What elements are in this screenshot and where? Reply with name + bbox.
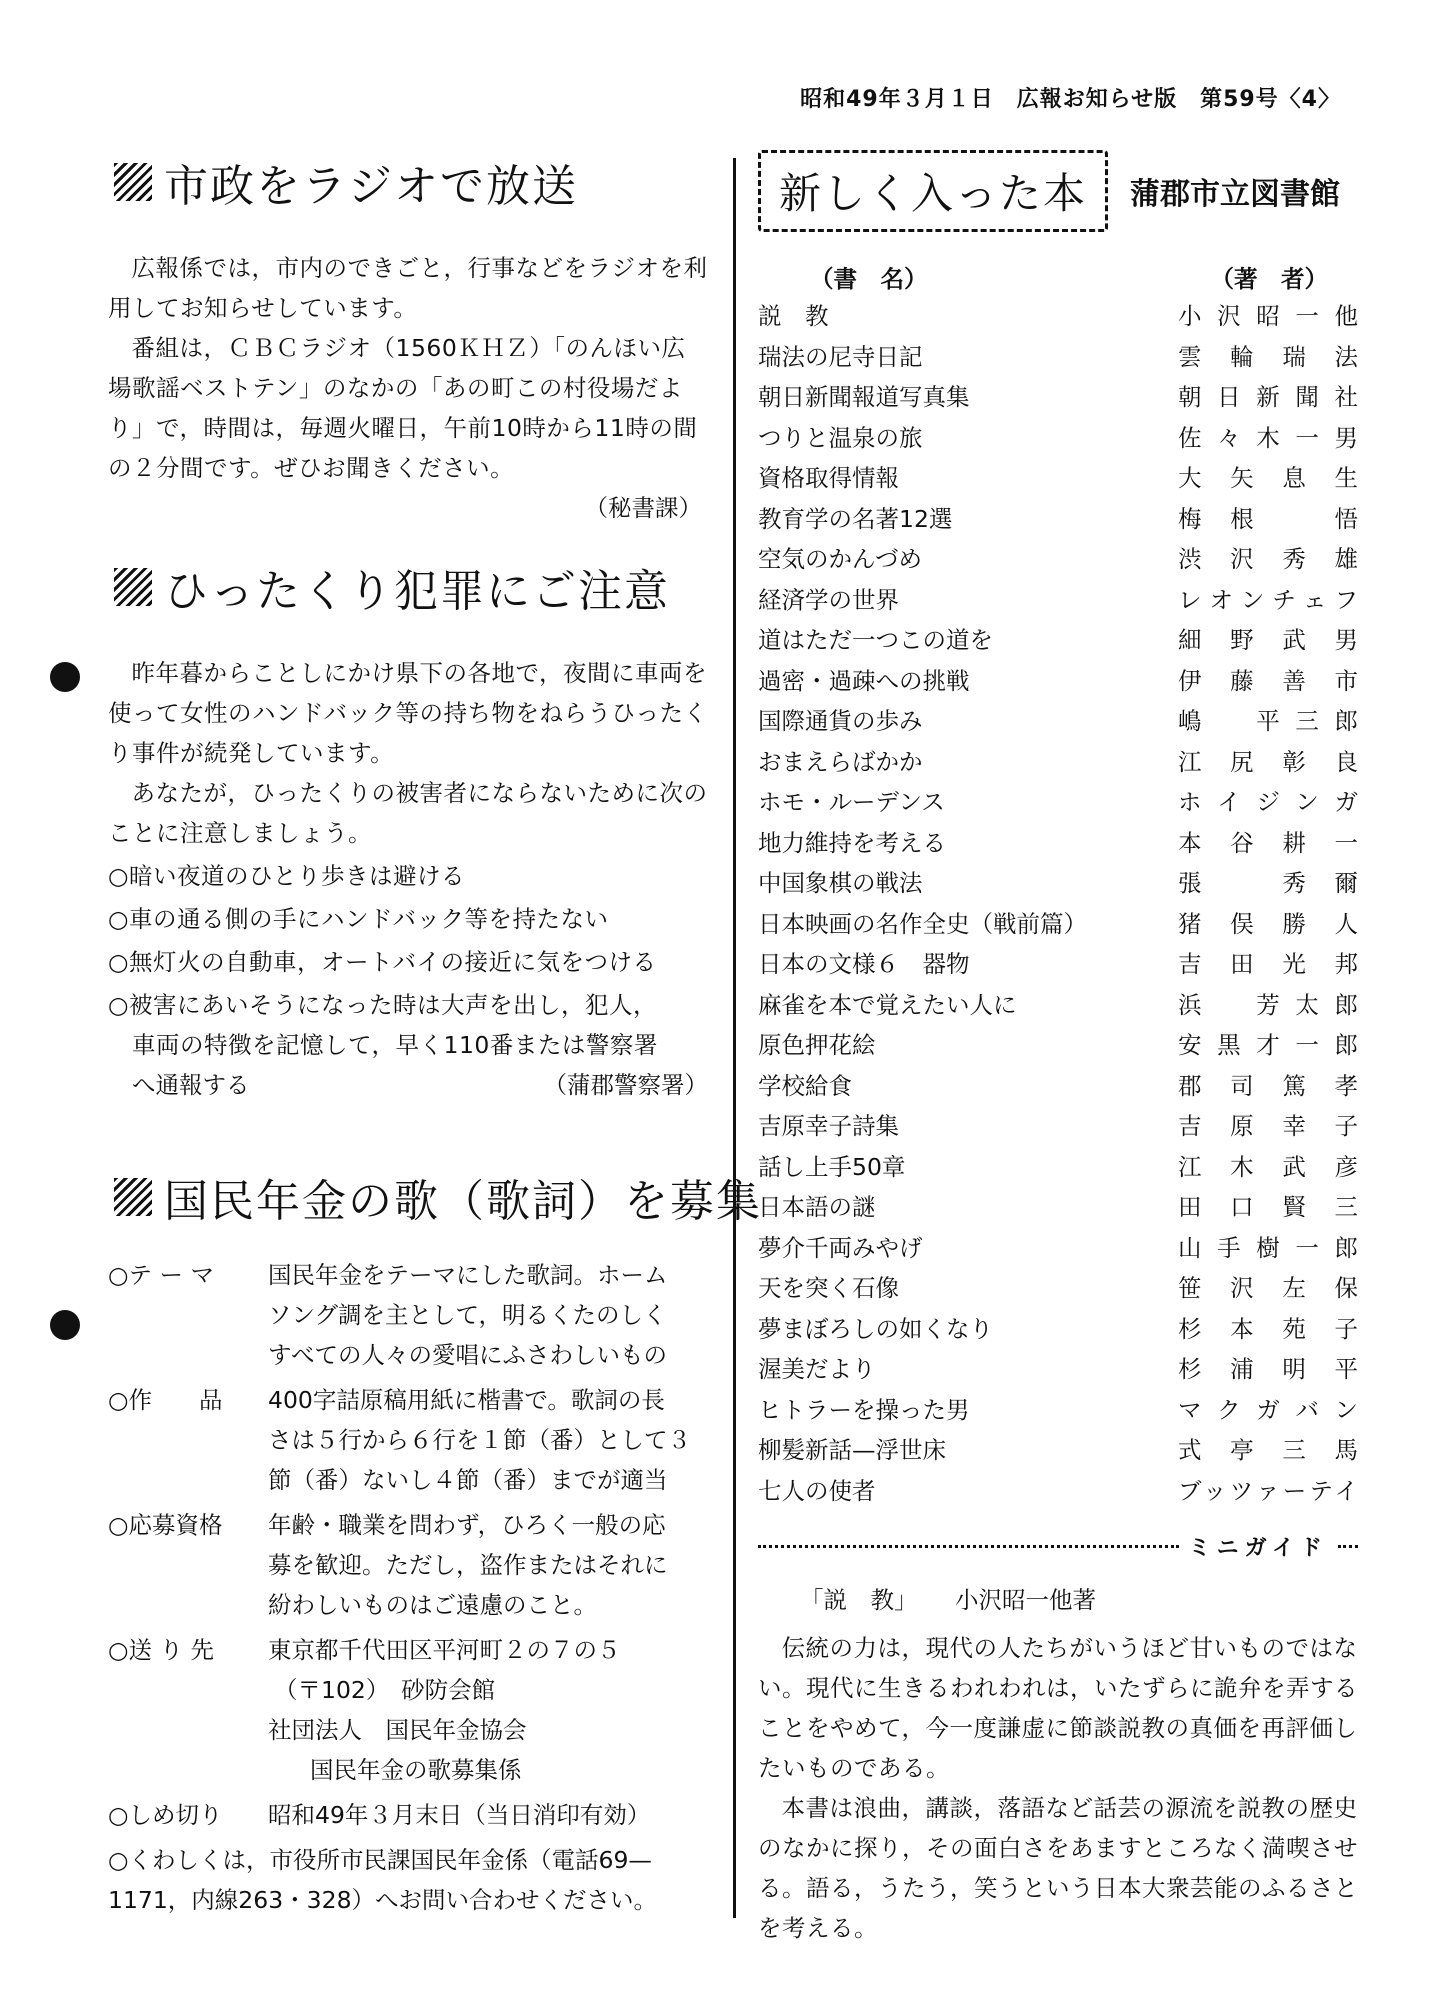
book-author: レオンチェフ	[1178, 585, 1358, 614]
book-row	[758, 1309, 1358, 1350]
pension-send-label: ○送 り 先	[108, 1636, 214, 1664]
book-row	[758, 1228, 1358, 1269]
pension-work-label: ○作 品	[108, 1386, 223, 1414]
pension-deadline-text: 昭和49年３月末日（当日消印有効）	[268, 1801, 651, 1829]
pension-work-line: 400字詰原稿用紙に楷書で。歌詞の長	[268, 1386, 665, 1414]
book-row	[758, 1147, 1358, 1188]
crime-bullet: ○車の通る側の手にハンドバック等を持たない	[108, 905, 609, 933]
pension-section	[108, 1165, 762, 1920]
book-title: 道はただ一つこの道を	[758, 626, 993, 654]
crime-section	[108, 555, 708, 1105]
mini-guide-reference	[758, 1580, 1358, 1620]
hatch-mark-icon	[114, 1178, 152, 1216]
book-author: 張 秀爾	[1178, 869, 1358, 897]
book-row	[758, 1268, 1358, 1309]
book-title: 夢まぼろしの如くなり	[758, 1314, 993, 1343]
pension-send-line: （〒102） 砂防会館	[274, 1676, 496, 1704]
book-author: 渋沢秀雄	[1178, 545, 1358, 573]
book-title: 過密・過疎への挑戦	[758, 666, 970, 695]
books-title: 新しく入った本	[758, 150, 1108, 232]
book-title: 話し上手50章	[758, 1152, 906, 1181]
book-row	[758, 377, 1358, 418]
crime-title-text: ひったくり犯罪にご注意	[164, 566, 670, 617]
book-row	[758, 701, 1358, 742]
pension-send-line: 国民年金の歌募集係	[310, 1756, 522, 1784]
right-column	[758, 150, 1358, 1948]
book-author: 嶋 平三郎	[1178, 707, 1358, 735]
pension-contact-line: 1171，内線263・328）へお問い合わせください。	[108, 1886, 658, 1914]
pension-send-row	[108, 1630, 708, 1790]
book-author: 山手樹一郎	[1178, 1233, 1358, 1262]
pension-work-line: 節（番）ないし４節（番）までが適当	[268, 1466, 668, 1494]
radio-paragraph: 広報係では，市内のできごと，行事などをラジオを利用してお知らせしています。	[108, 254, 708, 322]
book-author: 江尻彰良	[1178, 747, 1358, 776]
book-author: 猪俣勝人	[1178, 909, 1358, 938]
book-row	[758, 823, 1358, 864]
book-title: 国際通貨の歩み	[758, 707, 923, 735]
pension-send-line: 社団法人 国民年金協会	[268, 1716, 527, 1744]
radio-title-text: 市政をラジオで放送	[164, 161, 578, 212]
book-title: おまえらばかか	[758, 747, 923, 776]
book-author: 安黒才一郎	[1178, 1031, 1358, 1059]
pension-eligibility-line: 紛わしいものはご遠慮のこと。	[268, 1591, 597, 1619]
book-title: 渥美だより	[758, 1355, 876, 1383]
book-row	[758, 742, 1358, 783]
crime-bullet-end	[108, 1065, 708, 1105]
book-row	[758, 1430, 1358, 1471]
pension-eligibility-line: 年齢・職業を問わず，ひろく一般の応	[268, 1511, 666, 1539]
book-title: 日本映画の名作全史（戦前篇）	[758, 909, 1087, 938]
book-title: 瑞法の尼寺日記	[758, 342, 923, 371]
dotted-rule	[758, 1545, 1179, 1548]
book-author: 本谷耕一	[1178, 828, 1358, 857]
mini-guide-paragraph: 伝統の力は，現代の人たちがいうほど甘いものではない。現代に生きるわれわれは，いたずらに詭弁を弄することをやめて，今一度謙虚に節談説教の真価を再評価したいものである。	[758, 1634, 1358, 1782]
book-author: ホイジンガ	[1178, 788, 1358, 816]
pension-theme-line: ソング調を主として，明るくたのしく	[268, 1301, 667, 1329]
pension-theme-label: ○テ ー マ	[108, 1261, 214, 1289]
book-title: 夢介千両みやげ	[758, 1233, 923, 1262]
pension-send-line: 東京都千代田区平河町２の７の５	[268, 1636, 621, 1664]
crime-paragraph: あなたが，ひったくりの被害者にならないために次のことに注意しましょう。	[108, 779, 708, 847]
radio-paragraph: 番組は，ＣＢＣラジオ（1560ＫＨＺ）「のんほい広場歌謡ベストテン」のなかの「あの町この村役場だより」で，時間は，毎週火曜日，午前10時から11時の間の２分間です。ぜひお聞きください。	[108, 334, 698, 482]
mini-guide-header	[758, 1531, 1358, 1562]
book-title: 吉原幸子詩集	[758, 1112, 899, 1140]
book-author: 田口賢三	[1178, 1193, 1358, 1221]
book-title: 学校給食	[758, 1071, 852, 1100]
book-row	[758, 1025, 1358, 1066]
column-divider	[733, 158, 736, 1918]
book-author: 式亭三馬	[1178, 1436, 1358, 1464]
book-row	[758, 661, 1358, 702]
book-row	[758, 418, 1358, 459]
book-row	[758, 1187, 1358, 1228]
book-author: 梅根 悟	[1178, 504, 1358, 533]
pension-work-line: さは５行から６行を１節（番）として３	[268, 1426, 691, 1454]
book-author: 吉田光邦	[1178, 950, 1358, 978]
crime-bullet: ○無灯火の自動車，オートバイの接近に気をつける	[108, 948, 657, 976]
pension-contact-line: ○くわしくは，市役所市民課国民年金係（電話69—	[108, 1846, 652, 1874]
book-row	[758, 1066, 1358, 1107]
book-row	[758, 539, 1358, 580]
crime-title	[114, 555, 708, 619]
binding-hole-mark	[50, 662, 80, 692]
hatch-mark-icon	[114, 163, 152, 201]
book-title: 空気のかんづめ	[758, 545, 923, 573]
book-author: 浜 芳太郎	[1178, 990, 1358, 1019]
books-header	[758, 150, 1358, 232]
book-title: 中国象棋の戦法	[758, 869, 923, 897]
book-title: 日本語の謎	[758, 1193, 876, 1221]
book-row	[758, 458, 1358, 499]
book-author: 吉原幸子	[1178, 1112, 1358, 1140]
pension-deadline-label: ○しめ切り	[108, 1801, 223, 1829]
book-author: 佐々木一男	[1178, 423, 1358, 452]
book-row	[758, 782, 1358, 823]
book-title: ホモ・ルーデンス	[758, 788, 945, 816]
book-row	[758, 904, 1358, 945]
pension-eligibility-row	[108, 1505, 708, 1625]
book-author: 笹沢左保	[1178, 1274, 1358, 1302]
book-title: 資格取得情報	[758, 464, 899, 492]
book-author: ブッツァーテイ	[1178, 1476, 1358, 1505]
book-author: マクガバン	[1178, 1395, 1358, 1424]
book-row	[758, 944, 1358, 985]
book-row	[758, 337, 1358, 378]
pension-eligibility-line: 募を歓迎。ただし，盗作またはそれに	[268, 1551, 668, 1579]
book-row	[758, 499, 1358, 540]
mini-guide-label: ミニガイド	[1188, 1536, 1328, 1561]
book-author: 郡司篤孝	[1178, 1071, 1358, 1100]
book-row	[758, 1390, 1358, 1431]
book-title: 天を突く石像	[758, 1274, 899, 1302]
book-title: 地力維持を考える	[758, 828, 946, 857]
book-row	[758, 580, 1358, 621]
mini-guide-paragraph: 本書は浪曲，講談，落語など話芸の源流を説教の歴史のなかに探り，その面白さをあますところなく満喫させる。語る，うたう，笑うという日本大衆芸能のふるさとを考える。	[758, 1794, 1358, 1942]
pension-title-text: 国民年金の歌（歌詞）を募集	[164, 1176, 762, 1227]
pension-title	[114, 1165, 762, 1229]
book-row	[758, 620, 1358, 661]
crime-bullet-cont: 車両の特徴を記憶して，早く110番または警察署	[132, 1031, 658, 1059]
books-head-author: （著 者）	[1210, 265, 1328, 293]
books-column-heads	[758, 260, 1358, 294]
book-author: 小沢昭一他	[1178, 302, 1358, 330]
pension-deadline-row	[108, 1795, 708, 1835]
book-title: つりと温泉の旅	[758, 423, 923, 452]
crime-paragraph: 昨年暮からことしにかけ県下の各地で，夜間に車両を使って女性のハンドバック等の持ち物をねらうひったくり事件が続発しています。	[108, 659, 708, 767]
book-author: 大矢息生	[1178, 464, 1358, 492]
book-author: 朝日新聞社	[1178, 383, 1358, 411]
book-author: 伊藤善市	[1178, 666, 1358, 695]
book-author: 雲輪瑞法	[1178, 342, 1358, 371]
mini-guide-ref-author: 小沢昭一他著	[954, 1586, 1096, 1614]
crime-bullet: ○暗い夜道のひとり歩きは避ける	[108, 862, 466, 890]
pension-theme-row	[108, 1255, 708, 1375]
book-title: 原色押花絵	[758, 1031, 876, 1059]
dotted-rule	[1338, 1545, 1358, 1548]
book-title: 朝日新聞報道写真集	[758, 383, 970, 411]
book-list	[758, 296, 1358, 1511]
book-author: 杉浦明平	[1178, 1355, 1358, 1383]
pension-theme-line: 国民年金をテーマにした歌詞。ホーム	[268, 1261, 668, 1289]
book-title: 説 教	[758, 302, 829, 330]
book-title: 麻雀を本で覚えたい人に	[758, 990, 1017, 1019]
crime-bullet-cont: へ通報する	[132, 1071, 250, 1099]
book-title: 教育学の名著12選	[758, 504, 953, 533]
book-author: 江木武彦	[1178, 1152, 1358, 1181]
radio-title	[114, 150, 708, 214]
hatch-mark-icon	[114, 568, 152, 606]
books-head-title: （書 名）	[810, 265, 928, 293]
books-library: 蒲郡市立図書館	[1130, 177, 1341, 212]
book-title: 柳髪新話—浮世床	[758, 1436, 946, 1464]
page-header: 昭和49年３月１日 広報お知らせ版 第59号〈4〉	[800, 87, 1341, 112]
book-row	[758, 1349, 1358, 1390]
book-author: 杉本苑子	[1178, 1314, 1358, 1343]
mini-guide-ref-title: 「説 教」	[800, 1586, 918, 1614]
book-title: 日本の文様６ 器物	[758, 950, 970, 978]
radio-signature: （秘書課）	[584, 494, 702, 522]
book-title: 経済学の世界	[758, 585, 899, 614]
crime-signature: （蒲郡警察署）	[543, 1071, 708, 1099]
pension-theme-line: すべての人々の愛唱にふさわしいもの	[268, 1341, 668, 1369]
book-title: 七人の使者	[758, 1476, 876, 1505]
radio-section	[108, 150, 708, 528]
book-row	[758, 1471, 1358, 1512]
book-title: ヒトラーを操った男	[758, 1395, 970, 1424]
book-author: 細野武男	[1178, 626, 1358, 654]
book-row	[758, 1106, 1358, 1147]
book-row	[758, 985, 1358, 1026]
book-row	[758, 863, 1358, 904]
pension-work-row	[108, 1380, 708, 1500]
binding-hole-mark	[50, 1310, 80, 1340]
crime-bullet: ○被害にあいそうになった時は大声を出し，犯人，	[108, 991, 658, 1019]
pension-eligibility-label: ○応募資格	[108, 1511, 223, 1539]
book-row	[758, 296, 1358, 337]
